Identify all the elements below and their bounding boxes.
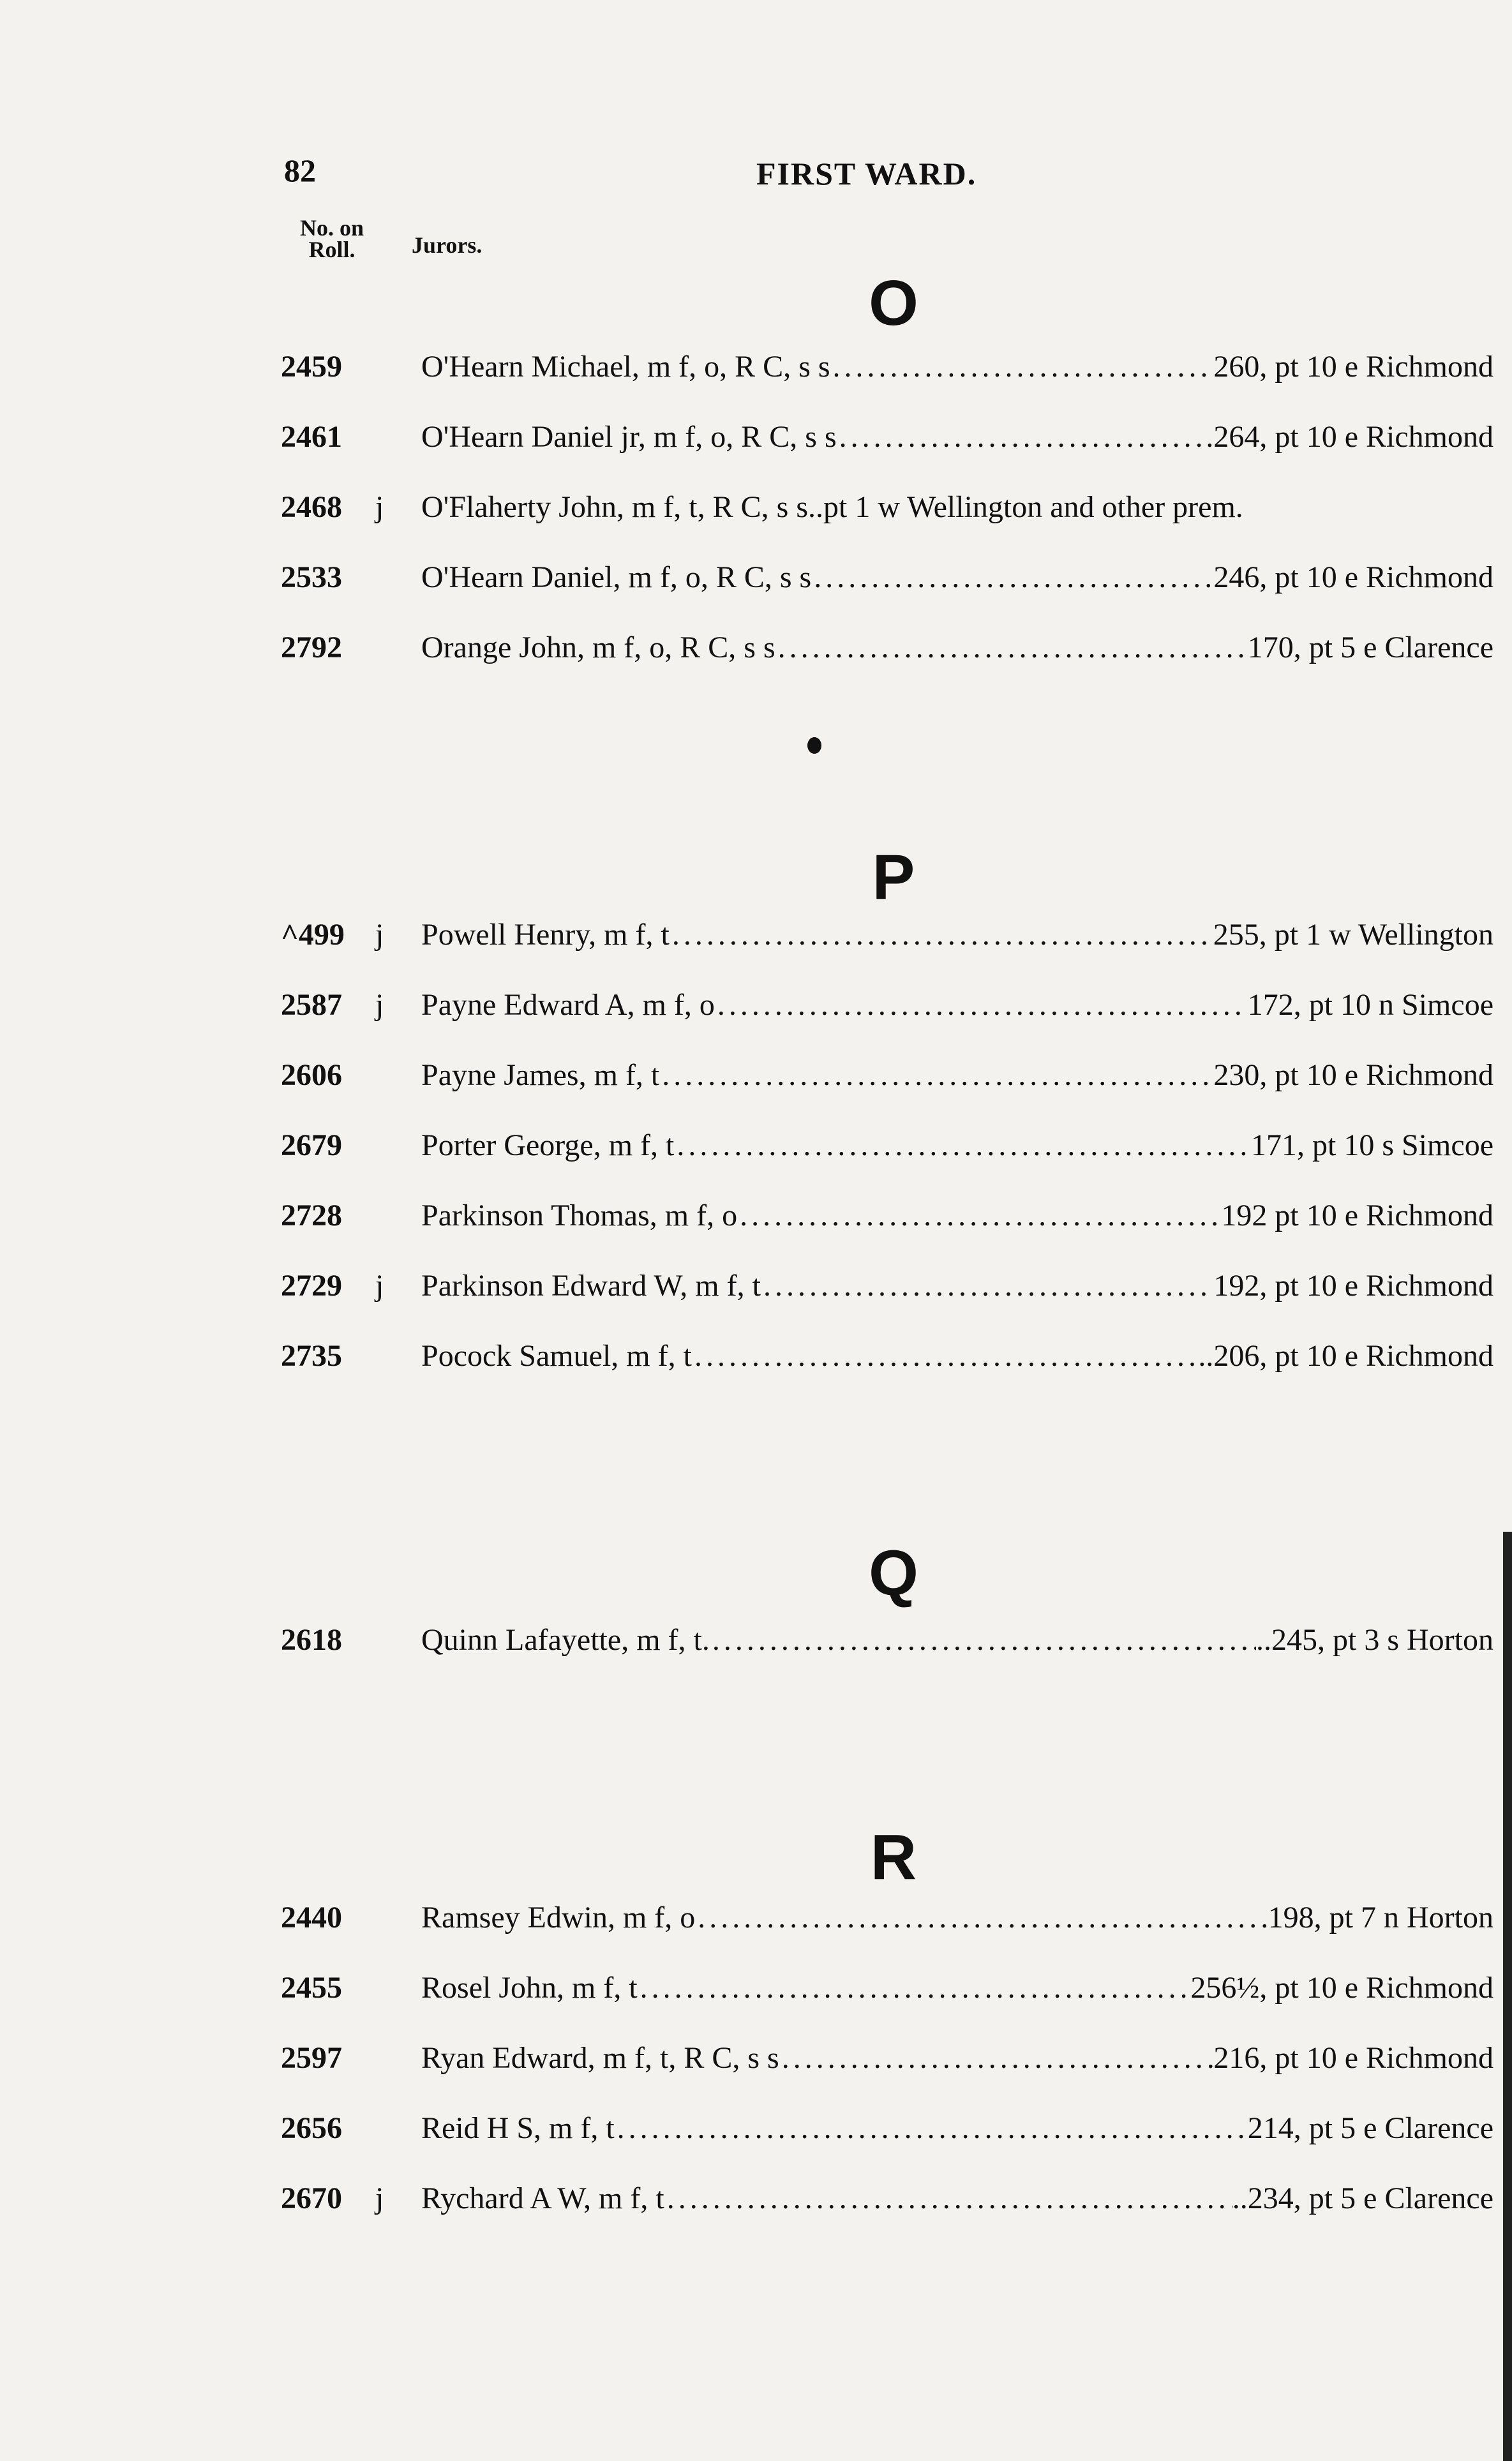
list-item <box>281 418 1493 456</box>
property-location: 171, pt 10 s Simcoe <box>1251 1128 1493 1162</box>
roll-number: 2606 <box>281 1058 342 1092</box>
roll-number: 2729 <box>281 1269 342 1303</box>
column-header-roll-number: No. on Roll. <box>299 215 364 262</box>
roll-number: ^499 <box>281 918 345 952</box>
roll-number: 2597 <box>281 2041 342 2075</box>
juror-name: Pocock Samuel, m f, t <box>421 1339 692 1373</box>
list-item <box>281 1267 1493 1305</box>
juror-name: Parkinson Thomas, m f, o <box>421 1199 738 1232</box>
leader-dots <box>737 1197 1221 1235</box>
list-item <box>281 986 1493 1024</box>
leader-dots <box>692 1337 1198 1375</box>
leader-dots <box>615 2109 1248 2148</box>
property-location: ..245, pt 3 s Horton <box>1256 1623 1493 1657</box>
juror-name: O'Hearn Michael, m f, o, R C, s s <box>421 350 830 384</box>
list-item <box>281 348 1493 386</box>
roll-number: 2461 <box>281 420 342 454</box>
scan-edge-shadow <box>1503 1532 1512 2461</box>
section-divider-dot <box>807 737 821 754</box>
leader-dots <box>664 2180 1232 2218</box>
property-location: 192, pt 10 e Richmond <box>1213 1269 1493 1303</box>
juror-name: Payne James, m f, t <box>421 1058 660 1092</box>
juror-name: Rosel John, m f, t <box>421 1971 638 2005</box>
juror-name: Porter George, m f, t <box>421 1128 675 1162</box>
property-location: 246, pt 10 e Richmond <box>1213 560 1493 594</box>
roll-number: 2455 <box>281 1971 342 2005</box>
juror-name: Reid H S, m f, t <box>421 2111 615 2145</box>
list-item <box>281 1126 1493 1165</box>
juror-name: O'Flaherty John, m f, t, R C, s s..pt 1 w Wellington and other prem. <box>421 490 1243 524</box>
roll-number: 2670 <box>281 2181 342 2215</box>
juror-name: Ramsey Edwin, m f, o <box>421 1901 696 1934</box>
leader-dots <box>811 558 1213 597</box>
property-location: 256½, pt 10 e Richmond <box>1190 1971 1493 2005</box>
juror-name: Rychard A W, m f, t <box>421 2181 664 2215</box>
leader-dots <box>695 1899 1268 1937</box>
property-location: 172, pt 10 n Simcoe <box>1247 988 1493 1022</box>
leader-dots <box>638 1969 1191 2007</box>
leader-dots <box>670 916 1213 954</box>
property-location: 230, pt 10 e Richmond <box>1213 1058 1493 1092</box>
property-location: ..234, pt 5 e Clarence <box>1232 2181 1493 2215</box>
list-item <box>281 1899 1493 1937</box>
leader-dots <box>715 986 1248 1024</box>
list-item <box>281 1337 1493 1375</box>
juror-name: O'Hearn Daniel jr, m f, o, R C, s s <box>421 420 837 454</box>
juror-name: O'Hearn Daniel, m f, o, R C, s s <box>421 560 812 594</box>
leader-dots <box>761 1267 1213 1305</box>
property-location: 192 pt 10 e Richmond <box>1221 1199 1493 1232</box>
list-item <box>281 629 1493 667</box>
list-item <box>281 916 1493 954</box>
list-item <box>281 1056 1493 1095</box>
roll-number: 2735 <box>281 1339 342 1373</box>
list-item <box>281 2109 1493 2148</box>
leader-dots <box>775 629 1248 667</box>
juror-name: Ryan Edward, m f, t, R C, s s <box>421 2041 779 2075</box>
roll-number: 2440 <box>281 1901 342 1934</box>
section-letter-p: P <box>872 842 915 913</box>
property-location: 216, pt 10 e Richmond <box>1213 2041 1493 2075</box>
list-item <box>281 2039 1493 2077</box>
page-title: FIRST WARD. <box>756 156 977 191</box>
section-letter-q: Q <box>869 1537 918 1609</box>
roll-number: 2618 <box>281 1623 342 1657</box>
property-location: 260, pt 10 e Richmond <box>1213 350 1493 384</box>
property-location: .264, pt 10 e Richmond <box>1206 420 1493 454</box>
juror-name: Powell Henry, m f, t <box>421 918 670 952</box>
property-location: 198, pt 7 n Horton <box>1268 1901 1493 1934</box>
juror-mark: j <box>375 490 384 524</box>
leader-dots <box>837 418 1206 456</box>
leader-dots <box>659 1056 1213 1095</box>
leader-dots <box>779 2039 1214 2077</box>
list-item <box>281 1197 1493 1235</box>
juror-mark: j <box>375 2181 384 2215</box>
property-location: ..206, pt 10 e Richmond <box>1198 1339 1493 1373</box>
section-letter-r: R <box>870 1821 917 1893</box>
juror-name: Parkinson Edward W, m f, t <box>421 1269 761 1303</box>
roll-number: 2587 <box>281 988 342 1022</box>
column-header-jurors: Jurors. <box>412 232 483 258</box>
list-item <box>281 558 1493 597</box>
leader-dots <box>674 1126 1251 1165</box>
roll-number: 2533 <box>281 560 342 594</box>
roll-number: 2656 <box>281 2111 342 2145</box>
list-item <box>281 1969 1493 2007</box>
property-location: 214, pt 5 e Clarence <box>1247 2111 1493 2145</box>
leader-dots <box>830 348 1214 386</box>
roll-number: 2459 <box>281 350 342 384</box>
roll-number: 2679 <box>281 1128 342 1162</box>
juror-name: Payne Edward A, m f, o <box>421 988 715 1022</box>
juror-name: Orange John, m f, o, R C, s s <box>421 631 775 664</box>
section-letter-o: O <box>869 267 918 339</box>
property-location: 170, pt 5 e Clarence <box>1247 631 1493 664</box>
list-item <box>281 2180 1493 2218</box>
roll-number: 2792 <box>281 631 342 664</box>
juror-mark: j <box>375 1269 384 1303</box>
juror-mark: j <box>375 988 384 1022</box>
roll-number: 2468 <box>281 490 342 524</box>
list-item <box>281 488 1493 527</box>
page-number: 82 <box>284 153 316 188</box>
leader-dots <box>710 1621 1256 1659</box>
juror-mark: j <box>375 918 384 952</box>
roll-number: 2728 <box>281 1199 342 1232</box>
list-item <box>281 1621 1493 1659</box>
property-location: 255, pt 1 w Wellington <box>1213 918 1493 952</box>
juror-name: Quinn Lafayette, m f, t. <box>421 1623 710 1657</box>
